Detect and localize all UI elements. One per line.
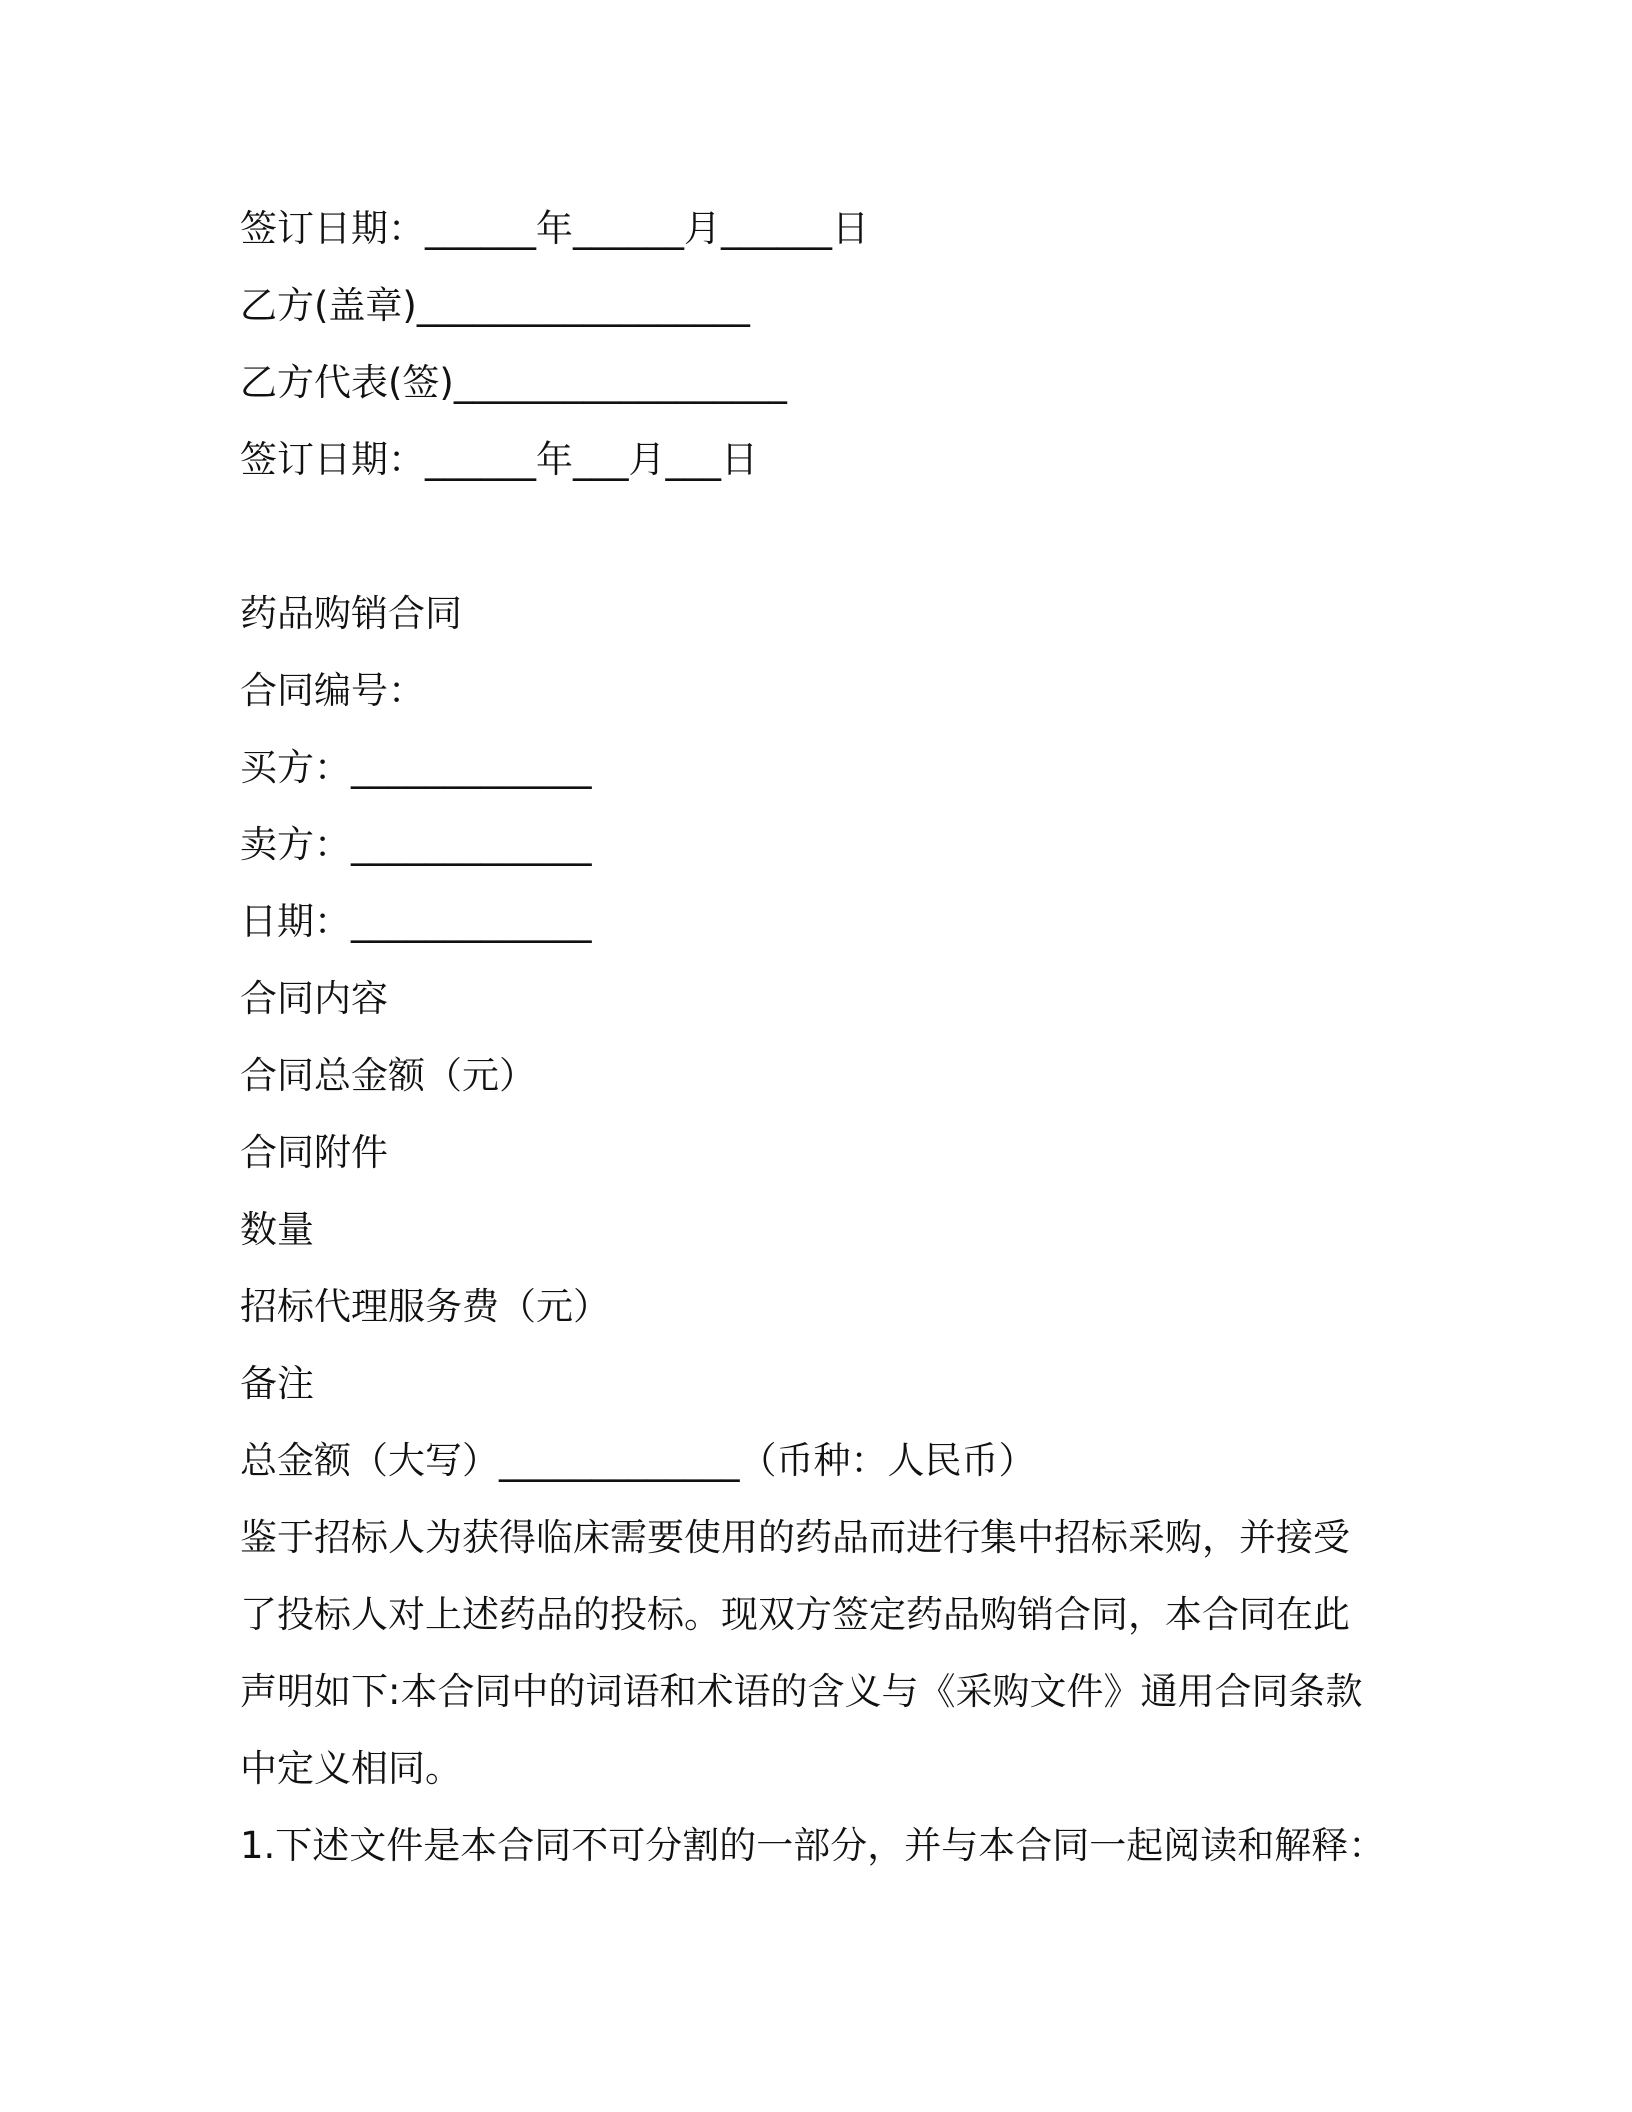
quantity-label: 数量 [240, 1208, 314, 1251]
date-line: 日期：_____________ [240, 900, 592, 943]
document-title: 药品购销合同 [240, 592, 462, 635]
section-gap [240, 498, 1420, 575]
contract-attachment-label: 合同附件 [240, 1131, 388, 1174]
contract-page [240, 190, 1420, 1884]
contract-number-line: 合同编号： [240, 669, 425, 712]
preamble-paragraph: 鉴于招标人为获得临床需要使用的药品而进行集中招标采购，并接受了投标人对上述药品的投标。现双方签定药品购销合同，本合同在此声明如下:本合同中的词语和术语的含义与《采购文件》通用合同条款中定义相同。 [240, 1516, 1363, 1790]
clause-1: 1.下述文件是本合同不可分割的一部分，并与本合同一起阅读和解释： [240, 1824, 1386, 1867]
party-b-seal-line: 乙方(盖章)__________________ [240, 284, 750, 327]
sign-date-line-b: 签订日期：______年___月___日 [240, 438, 758, 481]
agency-fee-label: 招标代理服务费（元） [240, 1285, 610, 1328]
contract-total-amount-label: 合同总金额（元） [240, 1054, 536, 1097]
party-b-representative-line: 乙方代表(签)__________________ [240, 361, 787, 404]
seller-line: 卖方：_____________ [240, 823, 592, 866]
sign-date-line-a: 签订日期：______年______月______日 [240, 207, 869, 250]
contract-content-label: 合同内容 [240, 977, 388, 1020]
buyer-line: 买方：_____________ [240, 746, 592, 789]
remarks-label: 备注 [240, 1362, 314, 1405]
total-amount-capital-line: 总金额（大写）_____________（币种：人民币） [240, 1439, 1036, 1482]
